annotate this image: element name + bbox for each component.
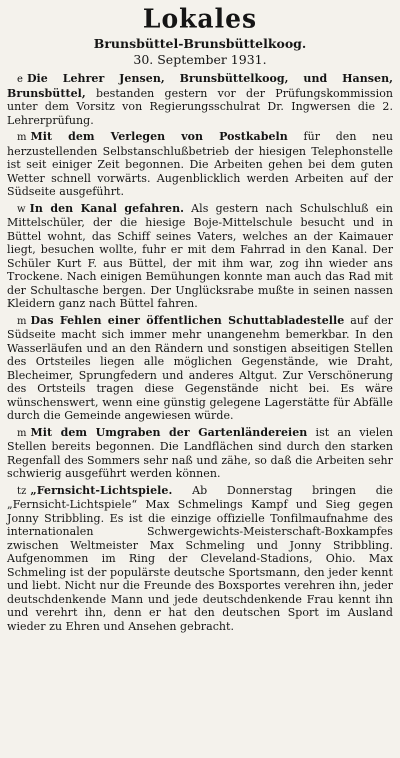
article-lichtspiele — [7, 484, 393, 634]
article-headline: Mit dem Verlegen von Postkabeln — [30, 130, 288, 143]
article-gartenlaendereien — [7, 426, 393, 481]
article-mark: tz — [17, 485, 27, 497]
article-body: Als gestern nach Schulschluß ein Mittelschüler, der die hiesige Boje-Mittelschule besucht und in Büttel wohnt, das Schiff seines Vaters, welches an der Kaimauer liegt, besuchen wollte, fuhr er mit dem Fahrrad in den Kanal. Der Schüler Kurt F. aus Büttel, der mit ihm war, zog ihn wieder ans Trockene. Nach einigen Bemühungen konnte man auch das Rad mit der Schultasche bergen. Der Unglücksrabe mußte in seinen nassen Kleidern ganz nach Büttel fahren. — [7, 201, 393, 310]
article-kanal — [7, 202, 393, 311]
article-mark: m — [17, 132, 27, 143]
article-lehrerpruefung — [7, 72, 393, 127]
article-mark: m — [17, 427, 27, 439]
article-headline: „Fernsicht-Lichtspiele. — [30, 483, 173, 497]
article-headline: Die Lehrer Jensen, Brunsbüttelkoog, und Hansen, Brunsbüttel, — [7, 72, 393, 100]
article-mark: e — [17, 74, 23, 85]
article-mark: w — [17, 203, 26, 215]
article-schuttabladestelle — [7, 314, 393, 423]
article-body: für den neu herzustellenden Selbstanschlußbetrieb der hiesigen Telephonstelle ist seit einiger Zeit begonnen. Die Arbeiten gehen bei dem guten Wetter schnell vorwärts. Augenblicklich werden Arbeiten auf der Südseite ausgeführt. — [7, 130, 393, 198]
article-headline: In den Kanal gefahren. — [29, 201, 185, 215]
article-headline: Das Fehlen einer öffentlichen Schuttabladestelle — [30, 313, 345, 327]
article-body: ist an vielen Stellen bereits begonnen. Die Landflächen sind durch den starken Regenfall des Sommers sehr naß und zähe, so daß die Arbeiten sehr schwierig ausgeführt werden können. — [7, 425, 393, 480]
dateline: 30. September 1931. — [133, 52, 267, 67]
article-headline: Mit dem Umgraben der Gartenländereien — [30, 425, 308, 439]
article-body: bestanden gestern vor der Prüfungskommission unter dem Vorsitz von Regierungsschulrat Dr. Ingwersen die 2. Lehrerprüfung. — [7, 86, 393, 127]
article-mark: m — [17, 315, 27, 327]
article-body: auf der Südseite macht sich immer mehr unangenehm bemerkbar. In den Wasserläufen und an den Rändern und sonstigen abseitigen Stellen des Ortsteiles liegen alle möglichen Gegenstände, wie Draht, Blecheimer, Sprungfedern und anderes Altgut. Zur Verschönerung des Ortsteils tragen diese Gegenstände nicht bei. Es wäre wünschenswert, wenn eine günstig gelegene Lagerstätte für Abfälle durch die Gemeinde angewiesen würde. — [7, 313, 393, 422]
article-body: Ab Donnerstag bringen die „Fernsicht-Lichtspiele“ Max Schmelings Kampf und Sieg gegen Jonny Stribbling. Es ist die einzige offizielle Tonfilmaufnahme des internationalen Schwergewichts-Meisterschaft-Boxkampfes zwischen Weltmeister Max Schmeling und Jonny Stribbling. Aufgenommen im Ring der Cleveland-Stadions, Ohio. Max Schmeling ist der populärste deutsche Sportsmann, den jeder kennt und liebt. Nicht nur die Freunde des Boxsportes verehren ihn, jeder deutschdenkende Mann und jede deutschdenkende Frau kennt ihn und verehrt ihn, denn er hat den deutschen Sport im Ausland wieder zu Ehren und Ansehen gebracht. — [7, 483, 393, 633]
article-postkabel — [7, 130, 393, 199]
section-title: Lokales — [142, 3, 258, 34]
section-subtitle: Brunsbüttel-Brunsbüttelkoog. — [93, 36, 307, 51]
masthead — [7, 4, 393, 68]
